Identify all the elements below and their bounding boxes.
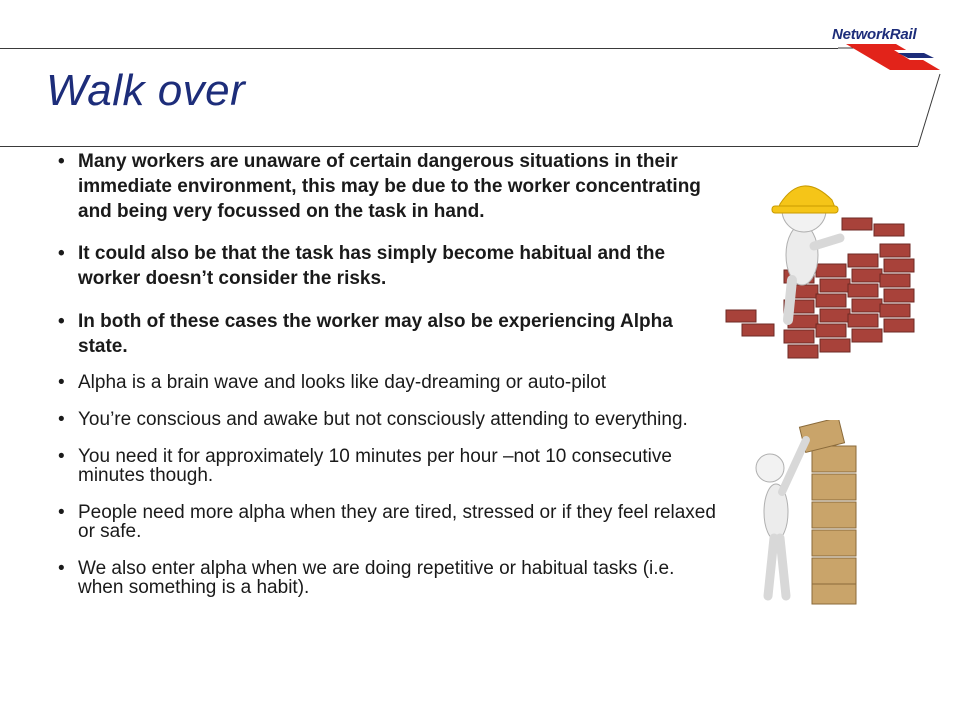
page-title: Walk over [46,66,246,115]
bullet-item: • You need it for approximately 10 minutes per hour –not 10 consecutive minutes though. [58,447,718,485]
box-stacking-illustration [750,420,870,605]
bullet-item: • We also enter alpha when we are doing repetitive or habitual tasks (i.e. when something is a habit). [58,559,718,597]
networkrail-logo [832,26,950,74]
bricklayer-illustration [722,160,922,370]
bullet-item: • It could also be that the task has simply become habitual and the worker doesn’t consider the risks. [58,241,718,291]
bullet-item: • Many workers are unaware of certain dangerous situations in their immediate environment, this may be due to the worker concentrating and being very focussed on the task in hand. [58,149,718,224]
bullet-item: • Alpha is a brain wave and looks like day-dreaming or auto-pilot [58,373,718,392]
logo-text: NetworkRail [832,26,917,43]
logo-arrows-icon [832,44,950,74]
bullet-item: • You’re conscious and awake but not consciously attending to everything. [58,410,718,429]
bullet-item: • People need more alpha when they are tired, stressed or if they feel relaxed or safe. [58,503,718,541]
bullet-item: • In both of these cases the worker may also be experiencing Alpha state. [58,309,718,359]
bullet-list [58,149,718,597]
